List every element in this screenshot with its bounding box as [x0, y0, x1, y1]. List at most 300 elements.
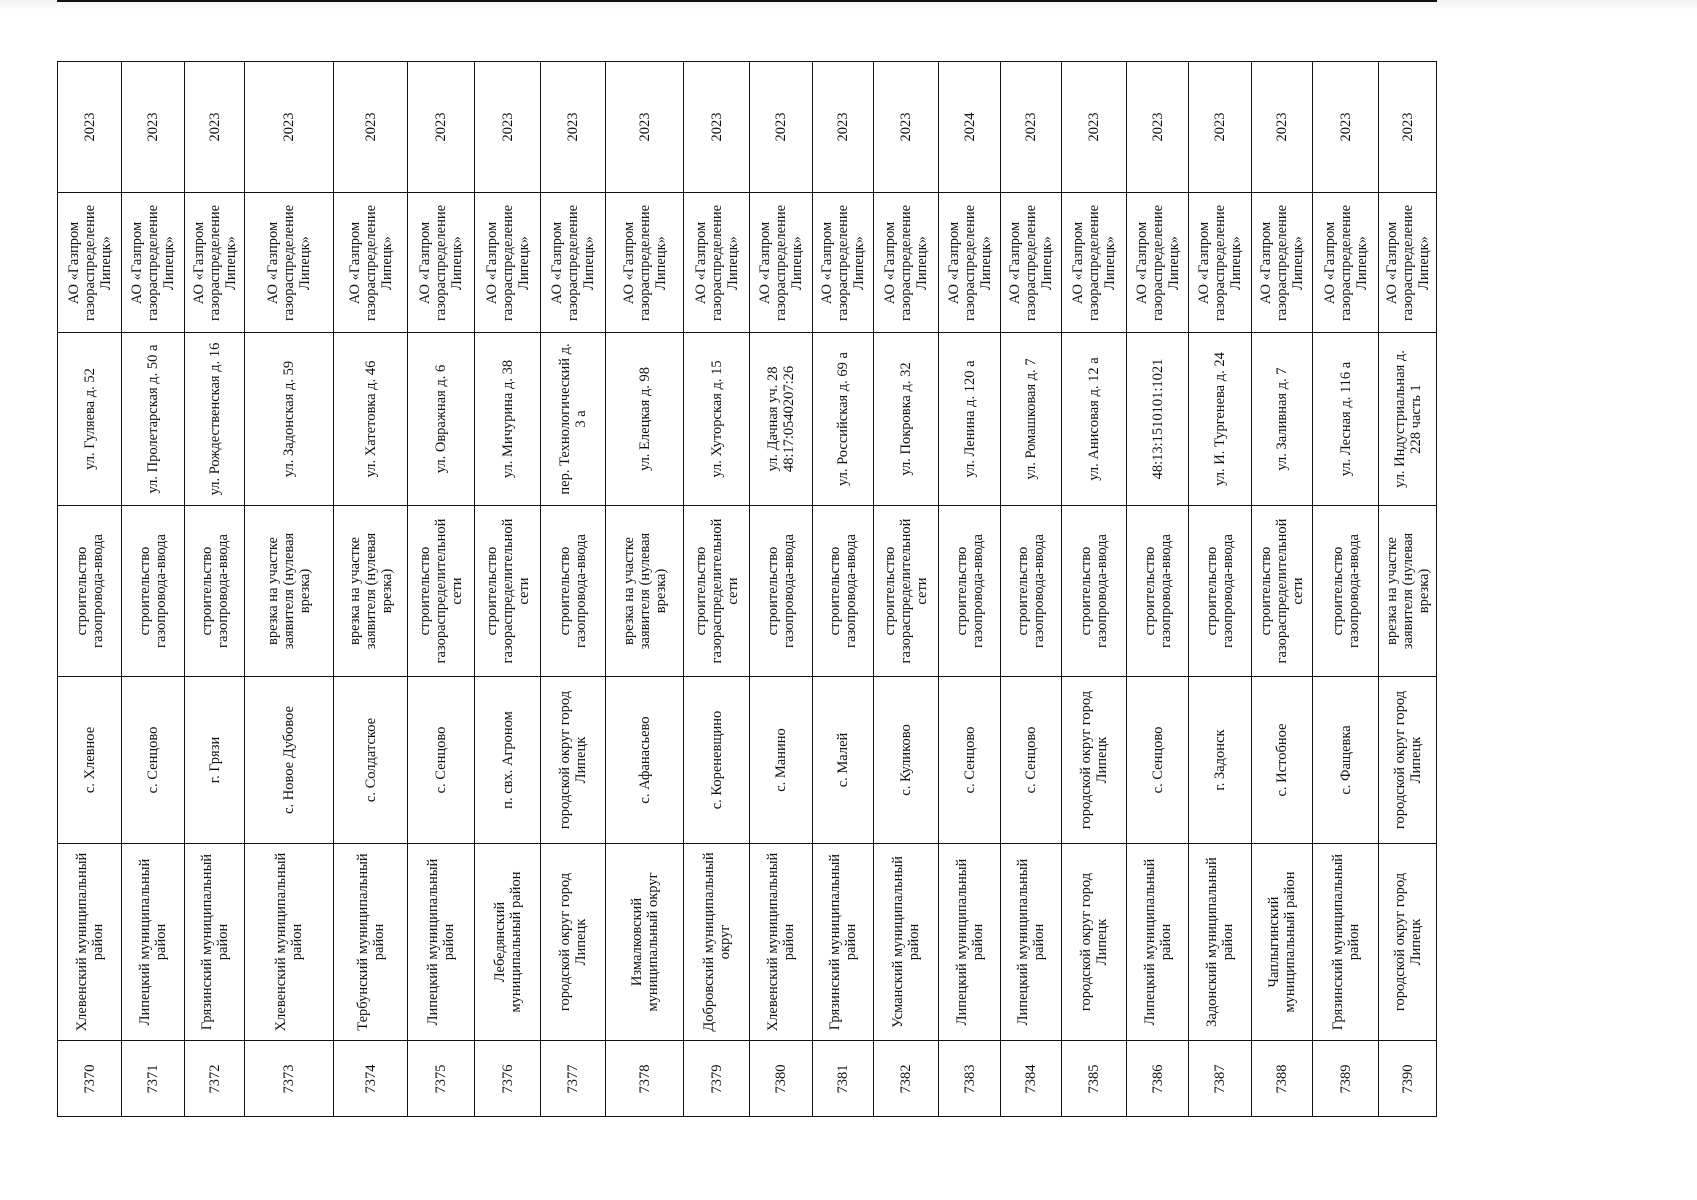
work-type-cell	[683, 505, 750, 677]
district-cell	[121, 843, 185, 1041]
year-cell	[938, 61, 1001, 193]
district-cell	[540, 843, 606, 1041]
row-number	[873, 1040, 939, 1117]
month-cell-text	[1274, 0, 1290, 2]
locality-cell-text: городской округ город Липецк	[557, 690, 589, 830]
row-number-text: 7381	[835, 1064, 851, 1093]
work-type-cell	[1251, 505, 1313, 677]
year-cell	[540, 61, 606, 193]
row-number-text: 7388	[1274, 1064, 1290, 1093]
work-type-cell	[1188, 505, 1252, 677]
work-type-cell-text: строительство газораспределительной сети	[483, 518, 532, 664]
address-cell	[57, 332, 122, 506]
district-cell	[749, 843, 813, 1041]
district-cell-text: городской округ город Липецк	[1391, 872, 1424, 1012]
row-number-text: 7377	[565, 1064, 581, 1093]
row-number-text: 7379	[708, 1064, 725, 1093]
month-cell	[1312, 0, 1379, 2]
month-cell-text	[207, 0, 223, 2]
organization-cell	[938, 192, 1001, 333]
locality-cell-text: с. Новое Дубовое	[281, 706, 297, 814]
year-cell-text: 2023	[1337, 112, 1354, 142]
month-cell-text	[1212, 0, 1228, 2]
row-number	[184, 1040, 245, 1117]
locality-cell-text: с. Сенцово	[433, 726, 449, 794]
locality-cell	[683, 676, 750, 844]
row-number	[244, 1040, 334, 1117]
organization-cell-text: АО «Газпром газораспределение Липецк»	[1383, 204, 1432, 321]
district-cell-text: городской округ город Липецк	[557, 872, 589, 1012]
month-cell	[1000, 0, 1062, 2]
locality-cell	[1000, 676, 1062, 844]
row-number-text: 7383	[961, 1064, 978, 1093]
address-cell-text: ул. Анисовая д. 12 а	[1086, 357, 1102, 481]
month-cell-text	[835, 0, 851, 2]
work-type-cell	[121, 505, 185, 677]
year-cell	[683, 61, 750, 193]
year-cell-text: 2023	[1399, 112, 1416, 142]
district-cell-text: Хлевенский муниципальный район	[73, 852, 106, 1032]
locality-cell-text: с. Сенцово	[961, 726, 978, 794]
work-type-cell	[474, 505, 541, 677]
row-number	[812, 1040, 874, 1117]
work-type-cell-text: строительство газопровода-ввода	[137, 534, 169, 648]
address-cell	[1251, 332, 1313, 506]
year-cell-text: 2023	[1023, 112, 1039, 142]
organization-cell-text: АО «Газпром газораспределение Липецк»	[483, 204, 532, 321]
locality-cell	[1312, 676, 1379, 844]
address-cell	[749, 332, 813, 506]
address-cell-text: ул. Хатетовка д. 46	[362, 360, 379, 478]
row-number-text: 7389	[1337, 1064, 1354, 1093]
address-cell	[1312, 332, 1379, 506]
organization-cell	[605, 192, 684, 333]
locality-cell	[1251, 676, 1313, 844]
month-cell	[244, 0, 334, 2]
locality-cell-text: г. Грязи	[206, 736, 223, 784]
organization-cell-text: АО «Газпром газораспределение Липецк»	[265, 204, 313, 321]
district-cell	[1000, 843, 1062, 1041]
address-cell-text: ул. Дачная уч. 28 48:17:0540207:26	[765, 365, 797, 473]
month-cell	[121, 0, 185, 2]
district-cell-text: Грязинский муниципальный район	[198, 853, 231, 1031]
work-type-cell	[57, 505, 122, 677]
organization-cell	[121, 192, 185, 333]
year-cell-text: 2023	[1149, 112, 1166, 142]
year-cell	[1251, 61, 1313, 193]
organization-cell	[244, 192, 334, 333]
locality-cell-text: п. свх. Агроном	[499, 711, 516, 809]
address-cell-text: ул. Пролетарская д. 50 а	[145, 344, 161, 494]
row-number-text: 7386	[1149, 1064, 1166, 1093]
year-cell	[333, 61, 408, 193]
address-cell	[683, 332, 750, 506]
district-cell	[474, 843, 541, 1041]
district-cell	[605, 843, 684, 1041]
organization-cell	[540, 192, 606, 333]
locality-cell-text: с. Сенцово	[145, 726, 161, 794]
district-cell-text: Измалковский муниципальный округ	[628, 872, 661, 1012]
work-type-cell-text: врезка на участке заявителя (нулевая врезка)	[1383, 532, 1432, 650]
address-cell-text: ул. Ленина д. 120 а	[961, 360, 978, 478]
work-type-cell-text: строительство газопровода-ввода	[1141, 534, 1174, 648]
month-cell	[812, 0, 874, 2]
locality-cell-text: с. Фащевка	[1337, 725, 1354, 795]
year-cell-text: 2023	[1212, 112, 1228, 142]
year-cell-text: 2023	[1086, 112, 1102, 142]
row-number	[1251, 1040, 1313, 1117]
address-cell	[474, 332, 541, 506]
address-cell	[1188, 332, 1252, 506]
locality-cell-text: с. Сенцово	[1149, 726, 1166, 794]
month-cell-text	[637, 0, 653, 2]
month-cell-text	[145, 0, 161, 2]
year-cell-text: 2023	[636, 112, 653, 142]
district-cell	[873, 843, 939, 1041]
district-cell	[1312, 843, 1379, 1041]
work-type-cell	[540, 505, 606, 677]
year-cell	[184, 61, 245, 193]
district-cell	[1188, 843, 1252, 1041]
year-cell	[244, 61, 334, 193]
work-type-cell-text: строительство газопровода-ввода	[198, 534, 231, 648]
locality-cell	[812, 676, 874, 844]
row-number-text: 7390	[1399, 1064, 1416, 1093]
address-cell-text: ул. Овражная д. 6	[433, 364, 449, 474]
address-cell	[121, 332, 185, 506]
work-type-cell-text: строительство газопровода-ввода	[1015, 534, 1047, 648]
organization-cell-text: АО «Газпром газораспределение Липецк»	[1258, 204, 1306, 321]
organization-cell	[683, 192, 750, 333]
row-number-text: 7376	[499, 1064, 516, 1093]
locality-cell-text: г. Задонск	[1212, 729, 1228, 791]
district-cell	[244, 843, 334, 1041]
month-cell-text	[709, 0, 725, 2]
row-number-text: 7373	[281, 1064, 297, 1093]
work-type-cell-text: строительство газопровода-ввода	[1204, 534, 1236, 648]
row-number	[1188, 1040, 1252, 1117]
locality-cell	[244, 676, 334, 844]
row-number-text: 7382	[898, 1064, 914, 1093]
address-cell-text: пер. Технологический д. 3 а	[557, 343, 589, 495]
district-cell-text: Липецкий муниципальный район	[1015, 858, 1047, 1026]
organization-cell	[1000, 192, 1062, 333]
row-number	[540, 1040, 606, 1117]
work-type-cell-text: строительство газораспределительной сети	[1258, 518, 1306, 664]
address-cell-text: ул. Заливная д. 7	[1274, 367, 1290, 471]
district-cell-text: Грязинский муниципальный район	[1329, 853, 1362, 1031]
district-cell	[683, 843, 750, 1041]
year-cell	[749, 61, 813, 193]
work-type-cell-text: строительство газораспределительной сети	[692, 518, 741, 664]
year-cell-text: 2023	[773, 112, 789, 142]
work-type-cell	[407, 505, 475, 677]
year-cell	[605, 61, 684, 193]
address-cell-text: ул. Задонская д. 59	[281, 360, 297, 478]
month-cell	[540, 0, 606, 2]
address-cell-text: ул. Российская д. 69 а	[835, 352, 851, 486]
year-cell-text: 2023	[565, 112, 581, 142]
month-cell-text	[1338, 0, 1354, 2]
work-type-cell-text: строительство газопровода-ввода	[827, 534, 859, 648]
organization-cell-text: АО «Газпром газораспределение Липецк»	[346, 204, 395, 321]
row-number	[1126, 1040, 1189, 1117]
district-cell-text: Грязинский муниципальный район	[827, 853, 859, 1031]
work-type-cell-text: строительство газораспределительной сети	[882, 518, 930, 664]
district-cell	[1378, 843, 1437, 1041]
organization-cell-text: АО «Газпром газораспределение Липецк»	[620, 204, 669, 321]
work-type-cell-text: строительство газопровода-ввода	[1329, 534, 1362, 648]
row-number	[407, 1040, 475, 1117]
address-cell	[812, 332, 874, 506]
year-cell-text: 2023	[145, 112, 161, 142]
locality-cell	[184, 676, 245, 844]
work-type-cell	[938, 505, 1001, 677]
organization-cell-text: АО «Газпром газораспределение Липецк»	[945, 204, 994, 321]
organization-cell	[1251, 192, 1313, 333]
organization-cell-text: АО «Газпром газораспределение Липецк»	[1196, 204, 1244, 321]
year-cell-text: 2023	[433, 112, 449, 142]
row-number-text: 7378	[636, 1064, 653, 1093]
work-type-cell	[1312, 505, 1379, 677]
year-cell-text: 2023	[898, 112, 914, 142]
row-number	[749, 1040, 813, 1117]
address-cell-text: ул. Ромашковая д. 7	[1023, 358, 1039, 480]
month-cell	[605, 0, 684, 2]
organization-cell	[1188, 192, 1252, 333]
month-cell-text	[363, 0, 379, 2]
month-cell	[683, 0, 750, 2]
row-number-text: 7385	[1086, 1064, 1102, 1093]
address-cell-text: ул. Рождественская д. 16	[206, 342, 223, 496]
address-cell-text: ул. Лесная д. 116 а	[1337, 361, 1354, 477]
row-number	[1061, 1040, 1127, 1117]
locality-cell-text: городской округ город Липецк	[1391, 690, 1424, 830]
address-cell	[540, 332, 606, 506]
locality-cell-text: с. Хлевное	[81, 726, 98, 794]
month-cell	[873, 0, 939, 2]
organization-cell-text: АО «Газпром газораспределение Липецк»	[757, 204, 805, 321]
address-cell-text: ул. Елецкая д. 98	[636, 366, 653, 472]
address-cell	[1126, 332, 1189, 506]
row-number-text: 7375	[433, 1064, 449, 1093]
work-type-cell-text: врезка на участке заявителя (нулевая врезка)	[265, 532, 313, 650]
month-cell-text	[1400, 0, 1416, 2]
district-cell-text: Липецкий муниципальный район	[953, 858, 986, 1026]
locality-cell	[938, 676, 1001, 844]
locality-cell-text: с. Афанасьево	[636, 716, 653, 804]
address-cell-text: ул. Хуторская д. 15	[708, 360, 725, 478]
locality-cell-text: с. Куликово	[898, 724, 914, 796]
address-cell	[333, 332, 408, 506]
work-type-cell	[1061, 505, 1127, 677]
locality-cell	[605, 676, 684, 844]
organization-cell	[812, 192, 874, 333]
year-cell-text: 2024	[961, 112, 978, 142]
row-number-text: 7374	[362, 1064, 379, 1093]
locality-cell-text: с. Солдатское	[362, 717, 379, 803]
locality-cell-text: с. Малей	[835, 732, 851, 788]
district-cell-text: Усманский муниципальный район	[890, 856, 922, 1028]
work-type-cell	[749, 505, 813, 677]
locality-cell	[1061, 676, 1127, 844]
year-cell-text: 2023	[1274, 112, 1290, 142]
row-number	[938, 1040, 1001, 1117]
month-cell-text	[500, 0, 516, 2]
locality-cell	[333, 676, 408, 844]
address-cell	[1378, 332, 1437, 506]
district-cell-text: Липецкий муниципальный район	[425, 858, 457, 1026]
month-cell-text	[82, 0, 98, 2]
year-cell-text: 2023	[835, 112, 851, 142]
work-type-cell-text: врезка на участке заявителя (нулевая врезка)	[620, 532, 669, 650]
row-number-text: 7384	[1023, 1064, 1039, 1093]
organization-cell	[1312, 192, 1379, 333]
locality-cell	[873, 676, 939, 844]
row-number	[1312, 1040, 1379, 1117]
work-type-cell	[812, 505, 874, 677]
organization-cell	[57, 192, 122, 333]
district-cell-text: Задонский муниципальный район	[1204, 857, 1236, 1027]
organization-cell	[873, 192, 939, 333]
address-cell	[873, 332, 939, 506]
month-cell-text	[1150, 0, 1166, 2]
address-cell	[938, 332, 1001, 506]
row-number	[605, 1040, 684, 1117]
organization-cell-text: АО «Газпром газораспределение Липецк»	[190, 204, 239, 321]
year-cell-text: 2023	[708, 112, 725, 142]
district-cell-text: Хлевенский муниципальный район	[765, 852, 797, 1032]
address-cell	[605, 332, 684, 506]
district-cell	[333, 843, 408, 1041]
year-cell	[1000, 61, 1062, 193]
row-number	[333, 1040, 408, 1117]
district-cell	[812, 843, 874, 1041]
district-cell	[938, 843, 1001, 1041]
organization-cell-text: АО «Газпром газораспределение Липецк»	[819, 204, 867, 321]
locality-cell	[749, 676, 813, 844]
locality-cell	[121, 676, 185, 844]
organization-cell-text: АО «Газпром газораспределение Липецк»	[1007, 204, 1055, 321]
address-cell-text: ул. И. Тургенева д. 24	[1212, 352, 1228, 486]
month-cell	[407, 0, 475, 2]
row-number	[121, 1040, 185, 1117]
row-number-text: 7372	[206, 1064, 223, 1093]
district-cell	[407, 843, 475, 1041]
organization-cell-text: АО «Газпром газораспределение Липецк»	[65, 204, 114, 321]
district-cell-text: Лебедянский муниципальный район	[491, 871, 524, 1013]
district-cell-text: Липецкий муниципальный район	[1141, 858, 1174, 1026]
month-cell-text	[1023, 0, 1039, 2]
year-cell	[121, 61, 185, 193]
address-cell-text: ул. Покровка д. 32	[898, 362, 914, 476]
year-cell-text: 2023	[281, 112, 297, 142]
month-cell	[1378, 0, 1437, 2]
row-number-text: 7371	[145, 1064, 161, 1093]
organization-cell-text: АО «Газпром газораспределение Липецк»	[882, 204, 930, 321]
district-cell	[1126, 843, 1189, 1041]
row-number	[1000, 1040, 1062, 1117]
month-cell-text	[433, 0, 449, 2]
month-cell	[184, 0, 245, 2]
organization-cell	[474, 192, 541, 333]
locality-cell	[407, 676, 475, 844]
row-number-text: 7370	[81, 1064, 98, 1093]
locality-cell	[1378, 676, 1437, 844]
work-type-cell-text: строительство газораспределительной сети	[417, 518, 465, 664]
year-cell-text: 2023	[499, 112, 516, 142]
organization-cell	[333, 192, 408, 333]
organization-cell-text: АО «Газпром газораспределение Липецк»	[417, 204, 465, 321]
organization-cell	[749, 192, 813, 333]
organization-cell-text: АО «Газпром газораспределение Липецк»	[1133, 204, 1182, 321]
month-cell	[938, 0, 1001, 2]
month-cell	[333, 0, 408, 2]
year-cell	[407, 61, 475, 193]
organization-cell-text: АО «Газпром газораспределение Липецк»	[549, 204, 597, 321]
district-cell	[57, 843, 122, 1041]
month-cell-text	[281, 0, 297, 2]
year-cell	[1312, 61, 1379, 193]
district-cell	[1061, 843, 1127, 1041]
work-type-cell-text: строительство газопровода-ввода	[765, 534, 797, 648]
month-cell	[1188, 0, 1252, 2]
year-cell	[1378, 61, 1437, 193]
year-cell	[474, 61, 541, 193]
year-cell	[1061, 61, 1127, 193]
organization-cell	[1126, 192, 1189, 333]
locality-cell-text: с. Сенцово	[1023, 726, 1039, 794]
year-cell	[57, 61, 122, 193]
month-cell-text	[773, 0, 789, 2]
row-number-text: 7380	[773, 1064, 789, 1093]
address-cell	[407, 332, 475, 506]
work-type-cell	[244, 505, 334, 677]
month-cell	[57, 0, 122, 2]
address-cell-text: ул. Индустриальная д. 228 часть 1	[1391, 350, 1424, 488]
work-type-cell	[333, 505, 408, 677]
work-type-cell	[873, 505, 939, 677]
month-cell-text	[898, 0, 914, 2]
address-cell-text: ул. Гуляева д. 52	[81, 368, 98, 470]
row-number	[1378, 1040, 1437, 1117]
work-type-cell-text: строительство газопровода-ввода	[557, 534, 589, 648]
work-type-cell	[1126, 505, 1189, 677]
month-cell	[474, 0, 541, 2]
month-cell	[1251, 0, 1313, 2]
locality-cell-text: городской округ город Липецк	[1078, 690, 1110, 830]
work-type-cell-text: врезка на участке заявителя (нулевая врезка)	[346, 532, 395, 650]
district-cell	[184, 843, 245, 1041]
month-cell-text	[962, 0, 978, 2]
work-type-cell	[605, 505, 684, 677]
locality-cell-text: с. Манино	[773, 728, 789, 792]
organization-cell-text: АО «Газпром газораспределение Липецк»	[129, 204, 177, 321]
row-number	[474, 1040, 541, 1117]
locality-cell	[474, 676, 541, 844]
locality-cell	[1188, 676, 1252, 844]
work-type-cell	[184, 505, 245, 677]
district-cell-text: Чаплыгинский муниципальный район	[1266, 871, 1298, 1013]
locality-cell	[57, 676, 122, 844]
year-cell-text: 2023	[362, 112, 379, 142]
year-cell	[1126, 61, 1189, 193]
organization-cell	[407, 192, 475, 333]
work-type-cell-text: строительство газопровода-ввода	[73, 534, 106, 648]
organization-cell-text: АО «Газпром газораспределение Липецк»	[1321, 204, 1370, 321]
work-type-cell-text: строительство газопровода-ввода	[953, 534, 986, 648]
organization-cell	[1378, 192, 1437, 333]
